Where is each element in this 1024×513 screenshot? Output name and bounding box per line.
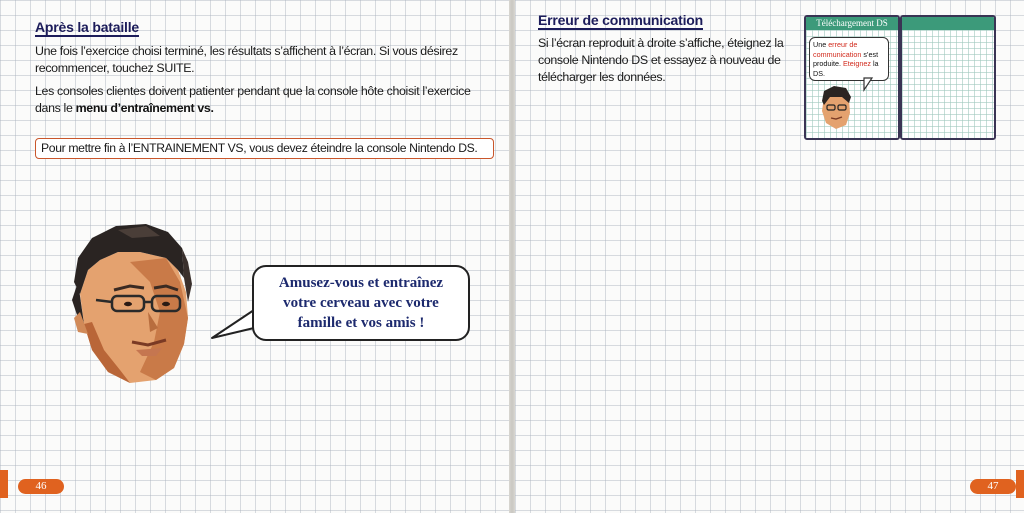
paragraph-client-consoles (35, 83, 493, 117)
ds-top-screen (804, 15, 900, 140)
ds-msg-end: la DS. (813, 59, 879, 78)
paragraph-client-consoles-text: Les consoles clientes doivent patienter pendant que la console hôte choisit l’exercice dans le (35, 84, 471, 115)
menu-entrainement-vs-label: menu d’entraînement vs. (75, 101, 214, 115)
note-box: Pour mettre fin à l’ENTRAINEMENT VS, vous devez éteindre la console Nintendo DS. (35, 138, 494, 159)
ds-msg-mid: s’est produite. (813, 49, 879, 68)
section-title-erreur-communication: Erreur de communication (538, 12, 703, 28)
page-number-right: 47 (970, 479, 1016, 494)
ds-doctor-icon (818, 85, 854, 131)
ds-bottom-screen (900, 15, 996, 140)
ds-header-title: Téléchargement DS (806, 17, 898, 30)
ds-bubble-tail (862, 76, 876, 92)
right-edge-tab (1016, 470, 1024, 498)
ds-error-bubble (809, 37, 889, 81)
ds-msg-error-highlight: erreur de communication (813, 40, 862, 59)
paragraph-communication-error: Si l’écran reproduit à droite s’affiche, éteignez la console Nintendo DS et essayez à nouveau de télécharger les données. (538, 36, 784, 84)
left-edge-tab (0, 470, 8, 498)
left-page (0, 0, 509, 513)
speech-line-1: Amusez-vous et entraînez (278, 275, 444, 291)
ds-msg-pre: Une (813, 40, 829, 49)
speech-line-2: votre cerveau avec votre (283, 295, 439, 311)
speech-bubble (252, 265, 470, 341)
ds-bottom-grid-background (902, 30, 994, 138)
speech-bubble-tail (208, 306, 258, 342)
paragraph-results: Une fois l’exercice choisi terminé, les résultats s’affichent à l’écran. Si vous désirez recommencer, touchez SUITE. (35, 44, 458, 75)
speech-line-3: famille et vos amis ! (297, 315, 425, 331)
ds-bottom-header-bar (902, 17, 994, 30)
section-title-apres-la-bataille: Après la bataille (35, 19, 139, 35)
doctor-head-illustration (70, 222, 195, 387)
page-number-left: 46 (18, 479, 64, 494)
ds-msg-turn-off-highlight: Eteignez (842, 59, 871, 68)
